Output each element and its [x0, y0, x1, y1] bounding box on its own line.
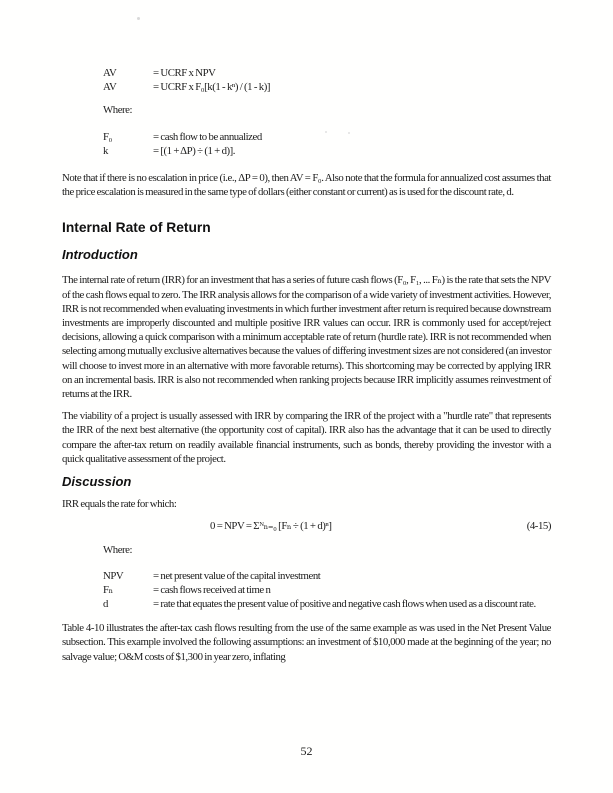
page-number: 52	[300, 744, 313, 758]
definition-row-f0	[103, 130, 551, 144]
definition-text: = [(1 + ΔP) ÷ (1 + d)].	[153, 144, 236, 157]
definition-text: = net present value of the capital investment	[153, 569, 321, 582]
definition-row-npv	[103, 569, 551, 583]
definition-term: k	[103, 144, 108, 157]
definition-term: d	[103, 598, 108, 611]
equation-number: (4-15)	[526, 520, 551, 533]
section-heading-internal-rate-of-return: Internal Rate of Return	[62, 220, 211, 236]
table-4-10-paragraph: Table 4-10 illustrates the after-tax cash flows resulting from the use of the same example as was used in the Net Present Value subsection. This example involved the following assumptions: an investment of $10,000 made at the beginning of the year; no salvage value; O&M costs of $1,300 in year zero, inflating	[62, 622, 551, 663]
definition-row-k	[103, 144, 551, 158]
formula-rhs: = UCRF x F₀[k(1 - kⁿ) / (1 - k)]	[153, 81, 271, 94]
npv-equation-row	[62, 519, 551, 533]
page-content	[62, 0, 551, 664]
variable-definition-list	[103, 130, 551, 158]
where-label: Where:	[103, 544, 133, 557]
definition-row-fn	[103, 583, 551, 597]
annualized-value-formula-block	[103, 66, 551, 94]
variable-definition-list	[103, 569, 551, 612]
formula-lhs: AV	[103, 67, 117, 79]
definition-text: = rate that equates the present value of positive and negative cash flows when used as a discount rate.	[153, 598, 536, 611]
note-paragraph: Note that if there is no escalation in price (i.e., ΔP = 0), then AV = F₀. Also note that the formula for annualized cost assumes that the price escalation is measured in the same type of dollars (either constant or current) as is used for the discount rate, d.	[62, 172, 551, 199]
formula-lhs: AV	[103, 81, 117, 94]
equation-lead-in-text: IRR equals the rate for which:	[62, 498, 177, 511]
definition-row-d	[103, 597, 551, 611]
definition-term: F₀	[103, 130, 112, 143]
subsection-heading-introduction: Introduction	[62, 247, 138, 263]
irr-introduction-paragraph: The internal rate of return (IRR) for an investment that has a series of future cash flows (F₀, F₁, ... Fₙ) is the rate that sets the NPV of the cash flows equal to zero. The IRR analysis allows for the comparison of a wide variety of investment activities. However, IRR is not recommended when evaluating investments in which further investment after return is required because downstream investments are improperly discounted and multiple positive IRR values can occur. IRR is commonly used for accept/reject decisions, allowing a quick comparison with a minimum acceptable rate of return (hurdle rate). IRR is not recommended when selecting among mutually exclusive alternatives because the values of differing investment sizes are not considered (an investor will choose to invest more in an alternative with more favorable returns). This shortcoming may be corrected by applying IRR on an incremental basis. IRR is also not recommended when ranking projects because IRR implicitly assumes reinvestment of returns at the IRR.	[62, 274, 551, 401]
definition-text: = cash flow to be annualized	[153, 130, 262, 143]
irr-viability-paragraph: The viability of a project is usually assessed with IRR by comparing the IRR of the project with a "hurdle rate" that represents the IRR of the next best alternative (the opportunity cost of capital). IRR also has the advantage that it can be used to directly compare the after-tax return on readily available financial instruments, such as bonds, thereby providing the investor with a quick qualitative assessment of the project.	[62, 410, 551, 465]
subsection-heading-discussion: Discussion	[62, 474, 132, 490]
definition-term: NPV	[103, 569, 124, 582]
where-label: Where:	[103, 104, 133, 117]
formula-rhs: = UCRF x NPV	[153, 67, 216, 79]
definition-term: Fₙ	[103, 583, 113, 596]
definition-text: = cash flows received at time n	[153, 583, 271, 596]
formula-row-av-npv	[103, 66, 551, 80]
npv-equation: 0 = NPV = Σᴺₙ₌₀ [Fₙ ÷ (1 + d)ⁿ]	[210, 520, 332, 533]
formula-row-av-f0	[103, 80, 551, 94]
